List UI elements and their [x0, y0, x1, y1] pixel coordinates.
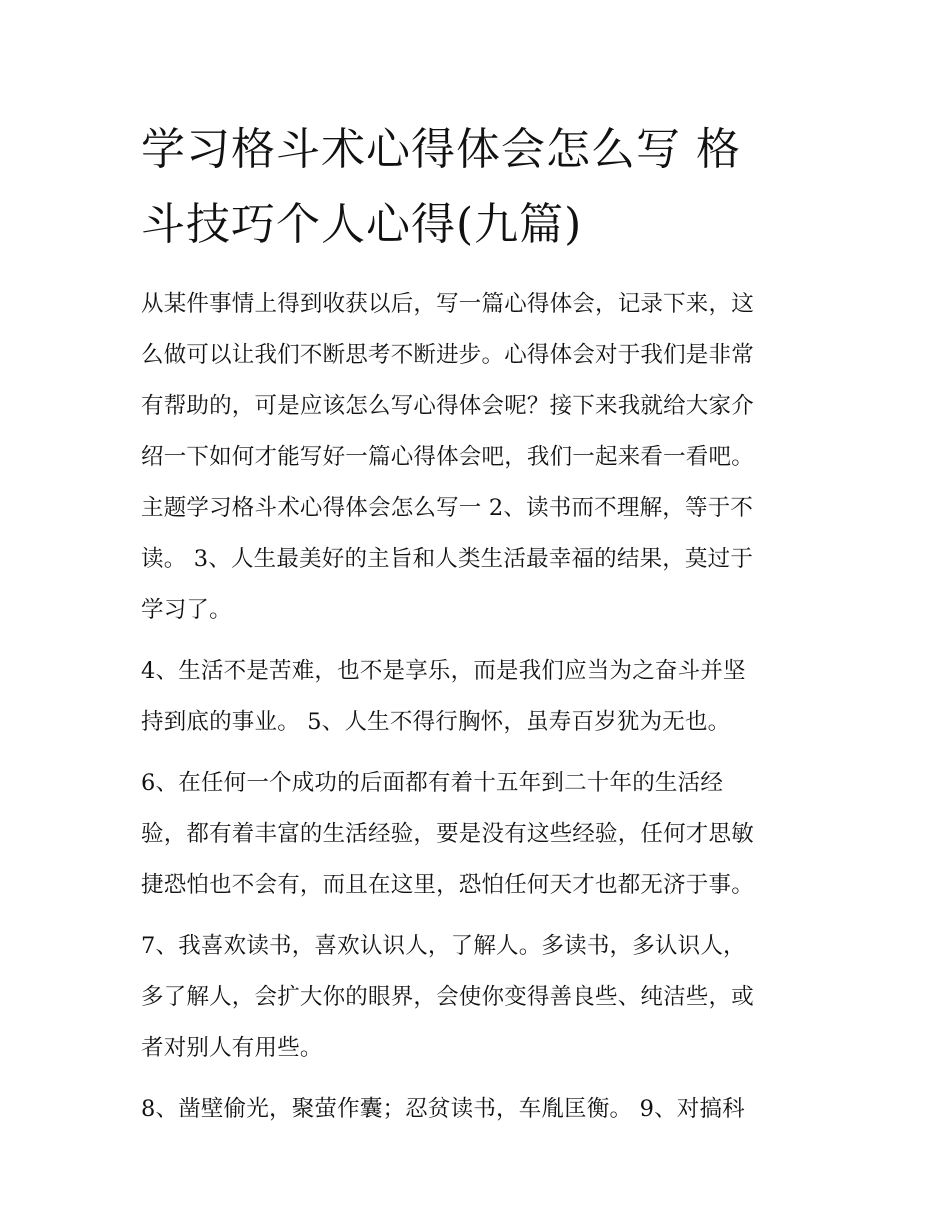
text-line: 主题学习格斗术心得体会怎么写一 2、读书而不理解，等于不 — [141, 495, 754, 521]
text-line: 绍一下如何才能写好一篇心得体会吧，我们一起来看一看吧。 — [141, 444, 754, 470]
paragraph-gap — [141, 636, 831, 646]
paragraph-gap — [141, 911, 831, 921]
text-line: 多了解人，会扩大你的眼界，会使你变得善良些、纯洁些，或 — [141, 984, 754, 1010]
text-line: 持到底的事业。 5、人生不得行胸怀，虽寿百岁犹为无也。 — [141, 709, 731, 735]
paragraph-gap — [141, 1074, 831, 1084]
text-line: 有帮助的，可是应该怎么写心得体会呢？接下来我就给大家介 — [141, 393, 754, 419]
text-line: 8、凿壁偷光，聚萤作囊；忍贫读书，车胤匡衡。 9、对搞科 — [141, 1096, 745, 1122]
text-line: 从某件事情上得到收获以后，写一篇心得体会，记录下来，这 — [141, 291, 754, 317]
title-line-1: 学习格斗术心得体会怎么写 格 — [141, 124, 741, 175]
paragraph-5 — [141, 1084, 831, 1135]
text-line: 读。 3、人生最美好的主旨和人类生活最幸福的结果，莫过于 — [141, 546, 754, 572]
paragraph-2 — [141, 646, 831, 748]
paragraph-3 — [141, 758, 831, 911]
text-line: 7、我喜欢读书，喜欢认识人，了解人。多读书，多认识人， — [141, 933, 746, 959]
paragraph-1 — [141, 279, 831, 636]
text-line: 4、生活不是苦难，也不是享乐，而是我们应当为之奋斗并坚 — [141, 658, 746, 684]
text-line: 6、在任何一个成功的后面都有着十五年到二十年的生活经 — [141, 770, 724, 796]
text-line: 验，都有着丰富的生活经验，要是没有这些经验，任何才思敏 — [141, 821, 754, 847]
title-line-2: 斗技巧个人心得(九篇) — [141, 199, 583, 250]
document-title — [141, 112, 821, 262]
text-line: 学习了。 — [141, 597, 232, 623]
text-line: 捷恐怕也不会有，而且在这里，恐怕任何天才也都无济于事。 — [141, 872, 754, 898]
text-line: 者对别人有用些。 — [141, 1035, 323, 1061]
paragraph-gap — [141, 748, 831, 758]
text-line: 么做可以让我们不断思考不断进步。心得体会对于我们是非常 — [141, 342, 754, 368]
paragraph-4 — [141, 921, 831, 1074]
document-body — [141, 279, 831, 1135]
